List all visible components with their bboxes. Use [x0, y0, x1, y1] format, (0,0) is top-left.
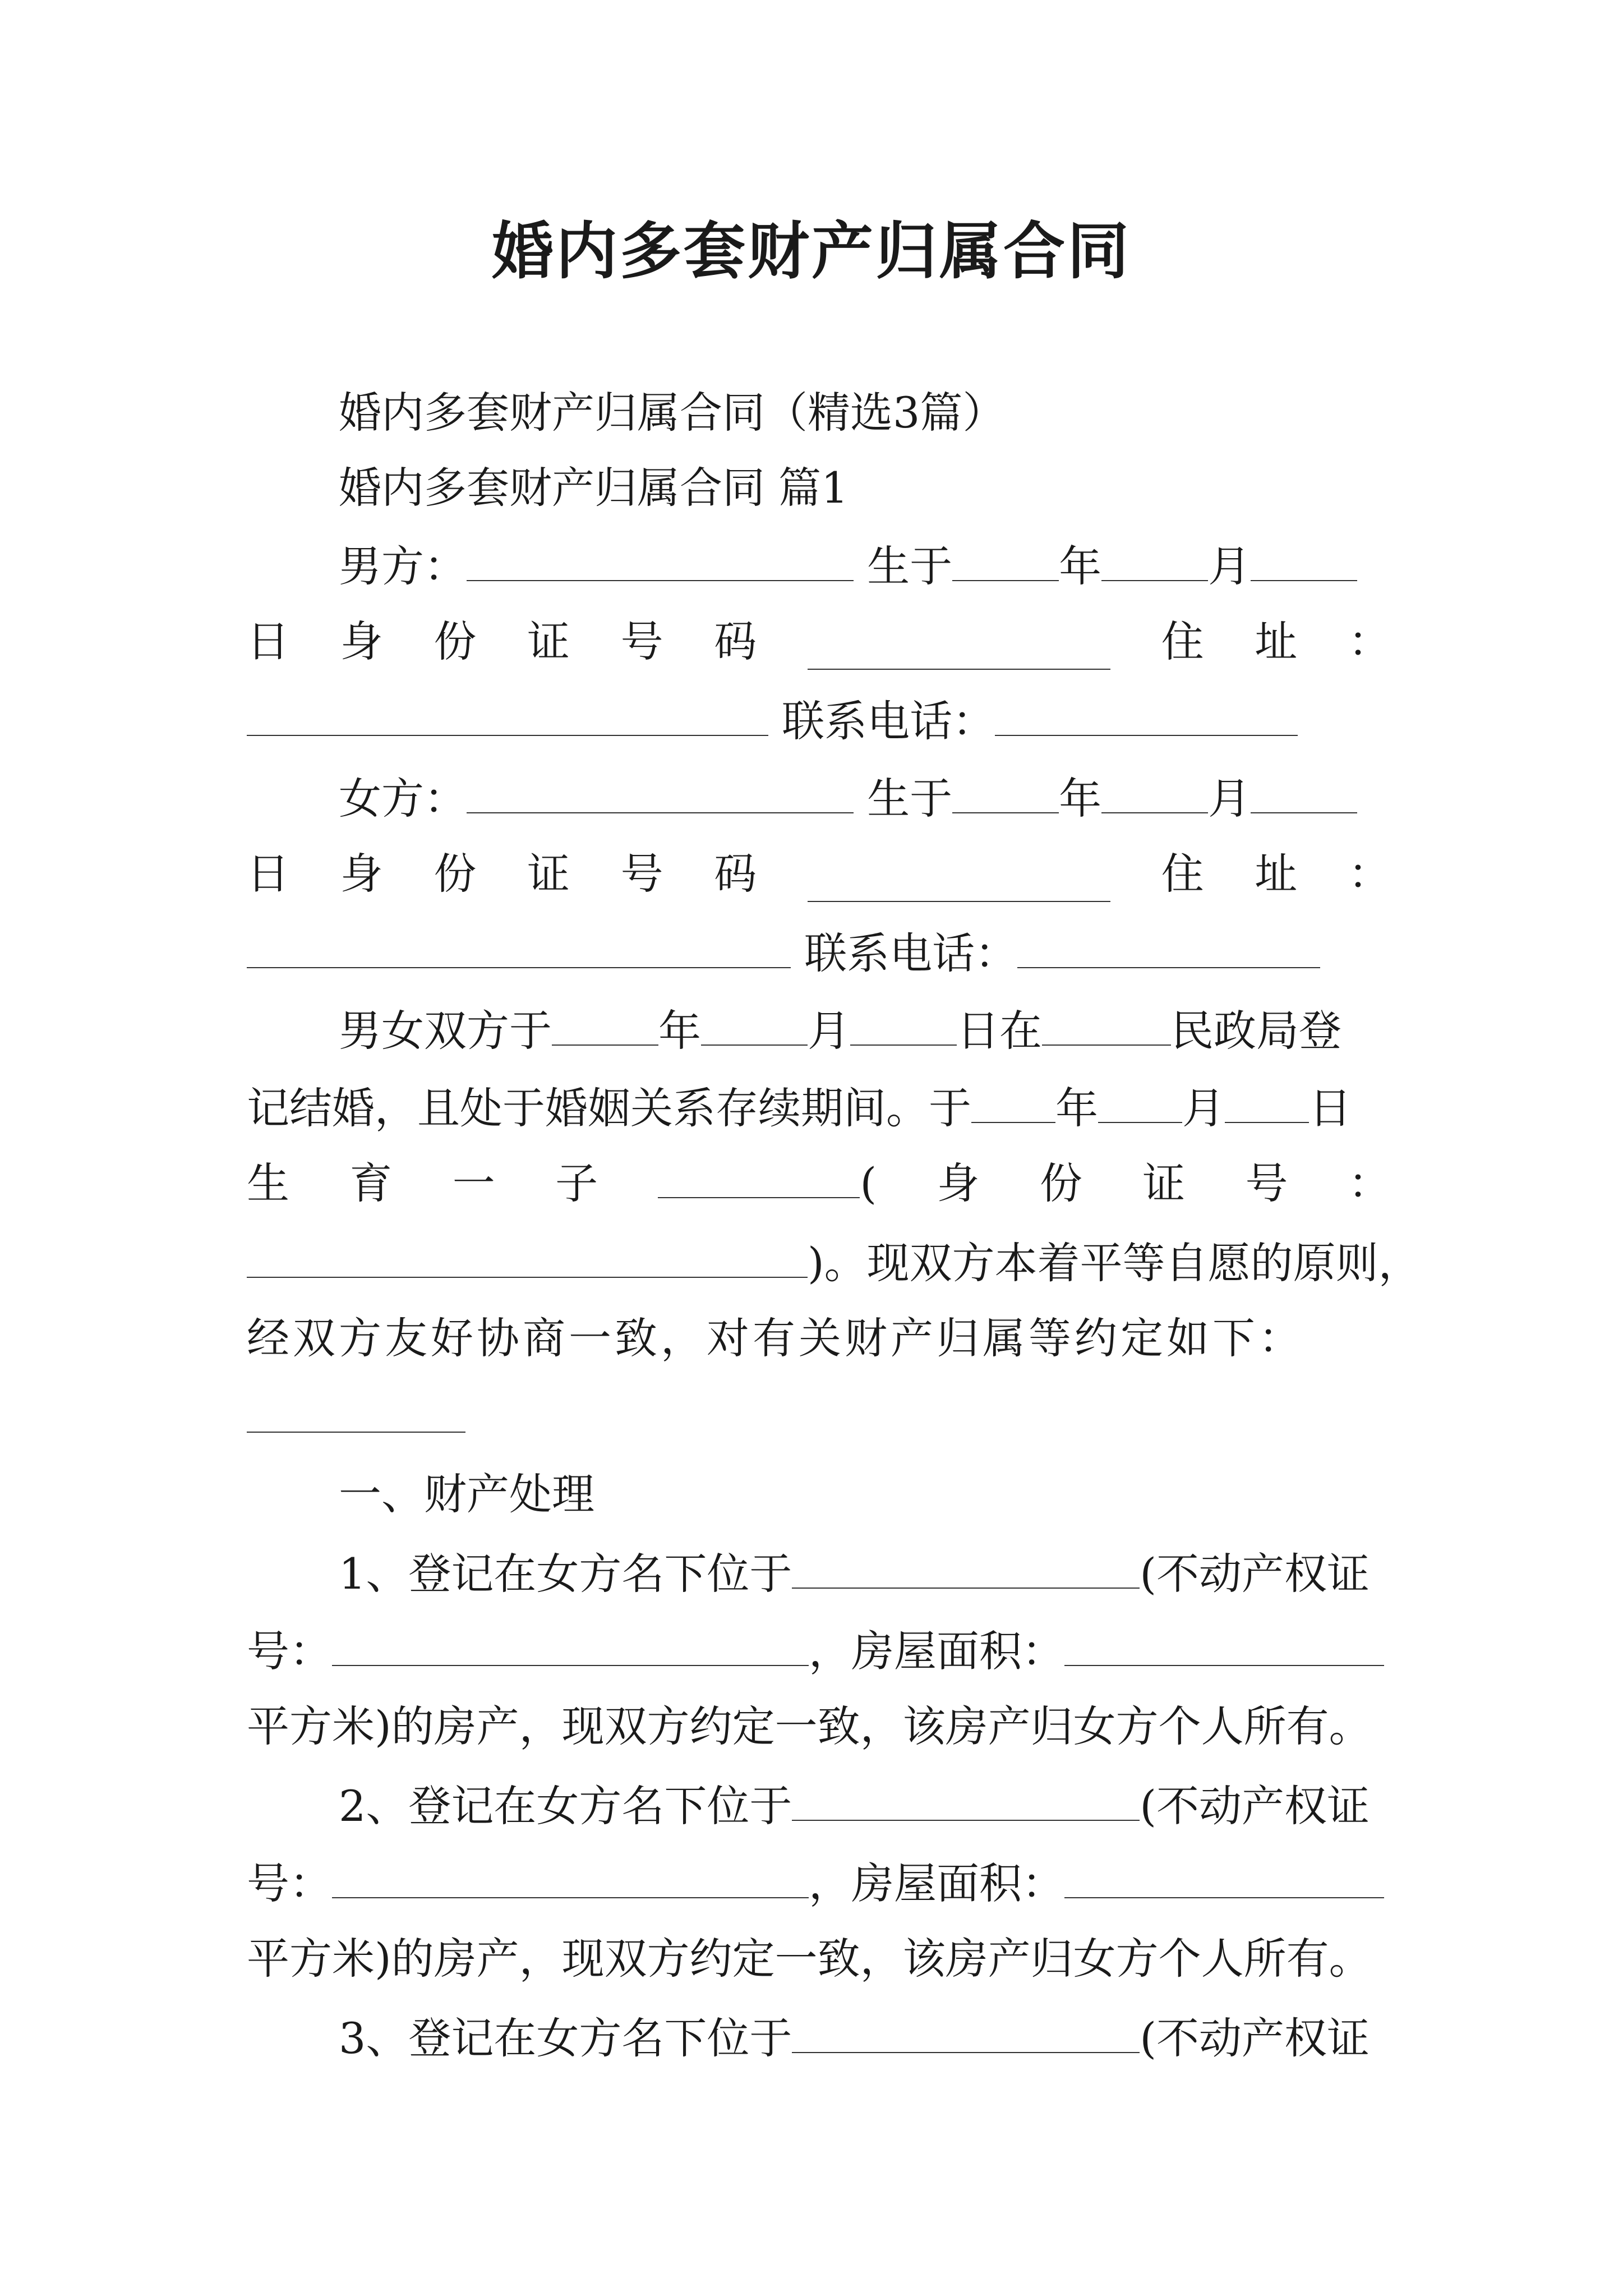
female-year-blank: [952, 769, 1059, 813]
female-id-char: 号: [620, 849, 663, 899]
marriage-year: 年: [658, 1006, 701, 1056]
female-id-blank: [808, 857, 1110, 902]
female-id-char: 码: [714, 849, 757, 899]
female-month-blank: [1101, 769, 1208, 813]
item-text: (不动产权证: [1140, 1781, 1370, 1831]
marriage-text: 男女双方于: [339, 1006, 552, 1056]
female-born: 生于: [867, 774, 953, 823]
registry-blank: [1042, 1001, 1171, 1046]
item-cert-blank: [332, 1621, 809, 1666]
birth-day: 日: [1309, 1083, 1352, 1133]
birth-month: 月: [1182, 1083, 1225, 1133]
child-id-char: 身: [937, 1158, 980, 1208]
child-paren: (: [860, 1158, 877, 1208]
item-text: (不动产权证: [1140, 1549, 1370, 1599]
document-title: 婚内多套财产归属合同: [492, 215, 1131, 287]
male-born: 生于: [867, 541, 953, 591]
item-2-line-2: [247, 1853, 1391, 1910]
agreement-blank-line: [247, 1388, 1391, 1444]
item-area-blank: [1064, 1621, 1384, 1666]
female-id-char: 证: [527, 849, 570, 899]
marriage-line-1: [339, 1001, 1391, 1057]
marriage-month-blank: [701, 1001, 808, 1046]
marriage-text-end: 民政局登: [1171, 1006, 1341, 1056]
item-location-blank: [792, 1776, 1140, 1821]
item-1-line-2: [247, 1621, 1391, 1677]
item-text: 2、登记在女方名下位于: [339, 1781, 792, 1831]
item-text: (不动产权证: [1140, 2013, 1370, 2063]
male-id-char: 身: [340, 616, 383, 666]
child-char: 育: [349, 1158, 393, 1208]
male-name-blank: [467, 536, 854, 581]
item-2-line-3: 平方米)的房产，现双方约定一致，该房产归女方个人所有。: [247, 1934, 1372, 1984]
item-2-line-1: [339, 1776, 1391, 1832]
child-id-blank: [247, 1233, 808, 1278]
child-char: 一: [452, 1158, 495, 1208]
female-day-blank: [1251, 769, 1357, 813]
section-heading: 一、财产处理: [339, 1469, 594, 1519]
male-id-char: 码: [714, 616, 757, 666]
male-year-blank: [952, 536, 1059, 581]
marriage-day-blank: [850, 1001, 957, 1046]
female-name-blank: [467, 769, 854, 813]
child-char: 子: [555, 1158, 598, 1208]
male-id-blank: [808, 625, 1110, 670]
item-1-line-3: 平方米)的房产，现双方约定一致，该房产归女方个人所有。: [247, 1701, 1372, 1751]
marriage-line-5: 经双方友好协商一致，对有关财产归属等约定如下：: [247, 1313, 1304, 1363]
female-month: 月: [1208, 774, 1251, 823]
item-location-blank: [792, 1544, 1140, 1589]
child-id-char: 份: [1039, 1158, 1082, 1208]
marriage-text: 记结婚，且处于婚姻关系存续期间。于: [247, 1083, 971, 1133]
child-char: 生: [247, 1158, 289, 1208]
item-text: ，房屋面积：: [809, 1626, 1064, 1676]
female-id-char: 份: [434, 849, 477, 899]
part-heading: 婚内多套财产归属合同 篇1: [339, 463, 849, 513]
child-name-blank: [658, 1153, 860, 1198]
item-area-blank: [1064, 1853, 1384, 1898]
female-addr-char: 住: [1161, 849, 1204, 899]
marriage-line-2: [247, 1078, 1391, 1134]
marriage-text: )。现双方本着平等自愿的原则，: [808, 1238, 1421, 1288]
male-addr-char: ：: [1348, 616, 1391, 666]
male-addr-char: 址: [1255, 616, 1298, 666]
male-id-char: 证: [527, 616, 570, 666]
male-month-blank: [1101, 536, 1208, 581]
item-location-blank: [792, 2008, 1140, 2053]
birth-year-blank: [971, 1078, 1055, 1123]
female-line-2: [247, 846, 1391, 902]
birth-year: 年: [1055, 1083, 1098, 1133]
male-day-blank: [1251, 536, 1357, 581]
marriage-day: 日在: [957, 1006, 1042, 1056]
male-id-char: 份: [434, 616, 477, 666]
female-label: 女方：: [339, 774, 467, 823]
male-year: 年: [1059, 541, 1102, 591]
item-1-line-1: [339, 1544, 1391, 1600]
female-line-1: [339, 769, 1391, 825]
birth-day-blank: [1225, 1078, 1309, 1123]
child-id-char: 证: [1142, 1158, 1186, 1208]
agreement-blank: [247, 1388, 465, 1433]
male-line-3: [247, 691, 1391, 747]
marriage-month: 月: [808, 1006, 850, 1056]
subtitle: 婚内多套财产归属合同（精选3篇）: [339, 388, 1006, 438]
female-addr-char: ：: [1348, 849, 1391, 899]
item-3-line-1: [339, 2008, 1391, 2064]
item-text: ，房屋面积：: [809, 1858, 1064, 1908]
item-text: 号：: [247, 1858, 332, 1908]
male-id-char: 号: [620, 616, 663, 666]
male-line-1: [339, 536, 1391, 592]
item-text: 号：: [247, 1626, 332, 1676]
child-id-char: ：: [1348, 1158, 1391, 1208]
male-addr-char: 住: [1161, 616, 1204, 666]
male-phone-blank: [995, 691, 1298, 736]
female-addr-char: 址: [1255, 849, 1298, 899]
female-year: 年: [1059, 774, 1102, 823]
item-text: 1、登记在女方名下位于: [339, 1549, 792, 1599]
female-line-3: [247, 923, 1391, 979]
item-cert-blank: [332, 1853, 809, 1898]
child-id-char: 号: [1245, 1158, 1288, 1208]
item-text: 3、登记在女方名下位于: [339, 2013, 792, 2063]
marriage-year-blank: [552, 1001, 658, 1046]
male-phone-label: 联系电话：: [782, 696, 995, 746]
male-address-blank: [247, 691, 768, 736]
female-id-char: 身: [340, 849, 383, 899]
male-line-2: [247, 614, 1391, 670]
male-month: 月: [1208, 541, 1251, 591]
male-day: 日: [247, 616, 289, 666]
female-phone-blank: [1017, 923, 1320, 968]
marriage-line-3: [247, 1156, 1391, 1212]
male-label: 男方：: [339, 541, 467, 591]
birth-month-blank: [1098, 1078, 1182, 1123]
female-address-blank: [247, 923, 791, 968]
female-day: 日: [247, 849, 289, 899]
female-phone-label: 联系电话：: [804, 928, 1018, 978]
marriage-line-4: [247, 1233, 1421, 1289]
